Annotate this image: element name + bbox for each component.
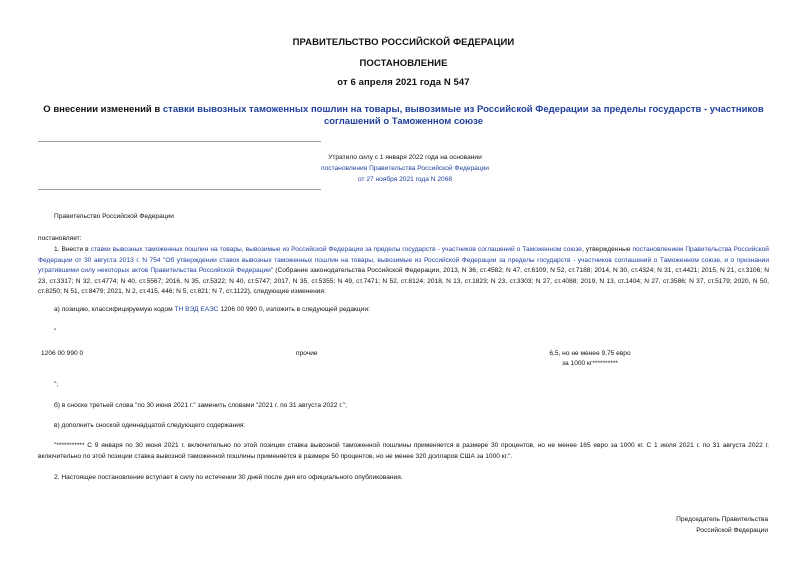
status-line-1: Утратило силу с 1 января 2022 года на основании xyxy=(328,154,482,161)
pa-suffix: 1206 00 990 0, изложить в следующей редакции: xyxy=(218,306,370,313)
table-cell-code: 1206 00 990 0 xyxy=(41,350,84,357)
p1-link-rates[interactable]: ставки вывозных таможенных пошлин на товары, вывозимые из Российской Федерации за пределы государств - участников соглашений о Таможенном союзе xyxy=(90,246,582,253)
p1-prefix: 1. Внести в xyxy=(54,246,91,253)
document-title xyxy=(30,104,777,128)
document-date-number: от 6 апреля 2021 года N 547 xyxy=(337,77,470,88)
status-link-resolution[interactable]: постановления Правительства Российской Федерации xyxy=(321,165,489,172)
signature-line-1: Председатель Правительства xyxy=(676,516,768,523)
paragraph-a xyxy=(54,305,370,316)
table-cell-rate-line-1: 6,5, но не менее 9,75 евро xyxy=(549,350,631,357)
quote-close: "; xyxy=(54,381,59,388)
status-top-rule xyxy=(38,141,321,142)
resolves-line: постановляет: xyxy=(38,235,82,242)
quote-open: " xyxy=(54,328,57,335)
p1-suffix: (Собрание законодательства Российской Федерации, 2013, N 36, ст.4582; N 47, ст.6109; N 52, ст.7188; 2014, N 30, ст.4324; N 31, ст.4421; 2015, N 21, ст.3106; N 23, ст.3317; N 32, ст.4774; N 40, ст.5567; 2016, N 35, ст.5322; N 40, ст.5747; 2017, N 35, ст.5355; N 49, ст.7471; N 52, ст.8124; 2018, N 13, ст.1823; N 23, ст.3303; N 27, ст.4088; 2019, N 13, ст.1404; N 27, ст.3586; N 37, ст.5179; 2020, N 50, ст.8250; N 51, ст.8479; 2021, N 2, ст.415, 446; N 5, ст.821; N 7, ст.1122), следующие изменения: xyxy=(38,267,769,295)
p1-link-resolution[interactable]: постановлением Правительства Российской Федерации от 30 августа 2013 г. N 754 "Об утверждении ставок вывозных таможенных пошлин на товары, вывозимые из Российской Федерации за пределы государств - участников соглашений о Таможенном союзе, и о признании утратившими силу некоторых актов Правительства Российской Федерации" xyxy=(38,246,769,274)
table-cell-name: прочие xyxy=(296,350,318,357)
p1-mid: , утвержденные xyxy=(581,246,633,253)
table-cell-rate-line-2: за 1000 кг********** xyxy=(562,360,618,367)
government-name: ПРАВИТЕЛЬСТВО РОССИЙСКОЙ ФЕДЕРАЦИИ xyxy=(292,37,515,48)
government-line: Правительство Российской Федерации xyxy=(54,213,174,220)
pa-prefix: а) позицию, классифицируемую кодом xyxy=(54,306,175,313)
footnote-paragraph: "*********** С 9 января по 30 июня 2021 г. включительно по этой позиции ставка вывозной таможенной пошлины применяется в размере 30 процентов, но не менее 165 евро за 1000 кг. С 1 июля 2021 г. по 31 августа 2022 г. включительно по этой позиции ставка вывозной таможенной пошлины применяется в размере 50 процентов, но не менее 320 долларов США за 1000 кг.". xyxy=(38,442,769,460)
title-link[interactable]: ставки вывозных таможенных пошлин на товары, вывозимые из Российской Федерации за пределы государств - участников соглашений о Таможенном союзе xyxy=(162,104,764,127)
paragraph-2: 2. Настоящее постановление вступает в силу по истечении 30 дней после дня его официального опубликования. xyxy=(54,474,403,481)
signature-line-2: Российской Федерации xyxy=(696,527,768,534)
paragraph-b: б) в сноске третьей слова "по 30 июня 2021 г." заменить словами "2021 г. по 31 августа 2022 г."; xyxy=(54,402,347,409)
status-link-date[interactable]: от 27 ноября 2021 года N 2068 xyxy=(357,176,453,183)
paragraph-v: в) дополнить сноской одиннадцатой следующего содержания: xyxy=(54,422,246,429)
document-type: ПОСТАНОВЛЕНИЕ xyxy=(359,58,448,69)
title-prefix: О внесении изменений в xyxy=(43,104,163,115)
paragraph-1 xyxy=(38,245,769,298)
pa-link-tnved[interactable]: ТН ВЭД ЕАЭС xyxy=(174,306,219,313)
status-bottom-rule xyxy=(38,189,321,190)
